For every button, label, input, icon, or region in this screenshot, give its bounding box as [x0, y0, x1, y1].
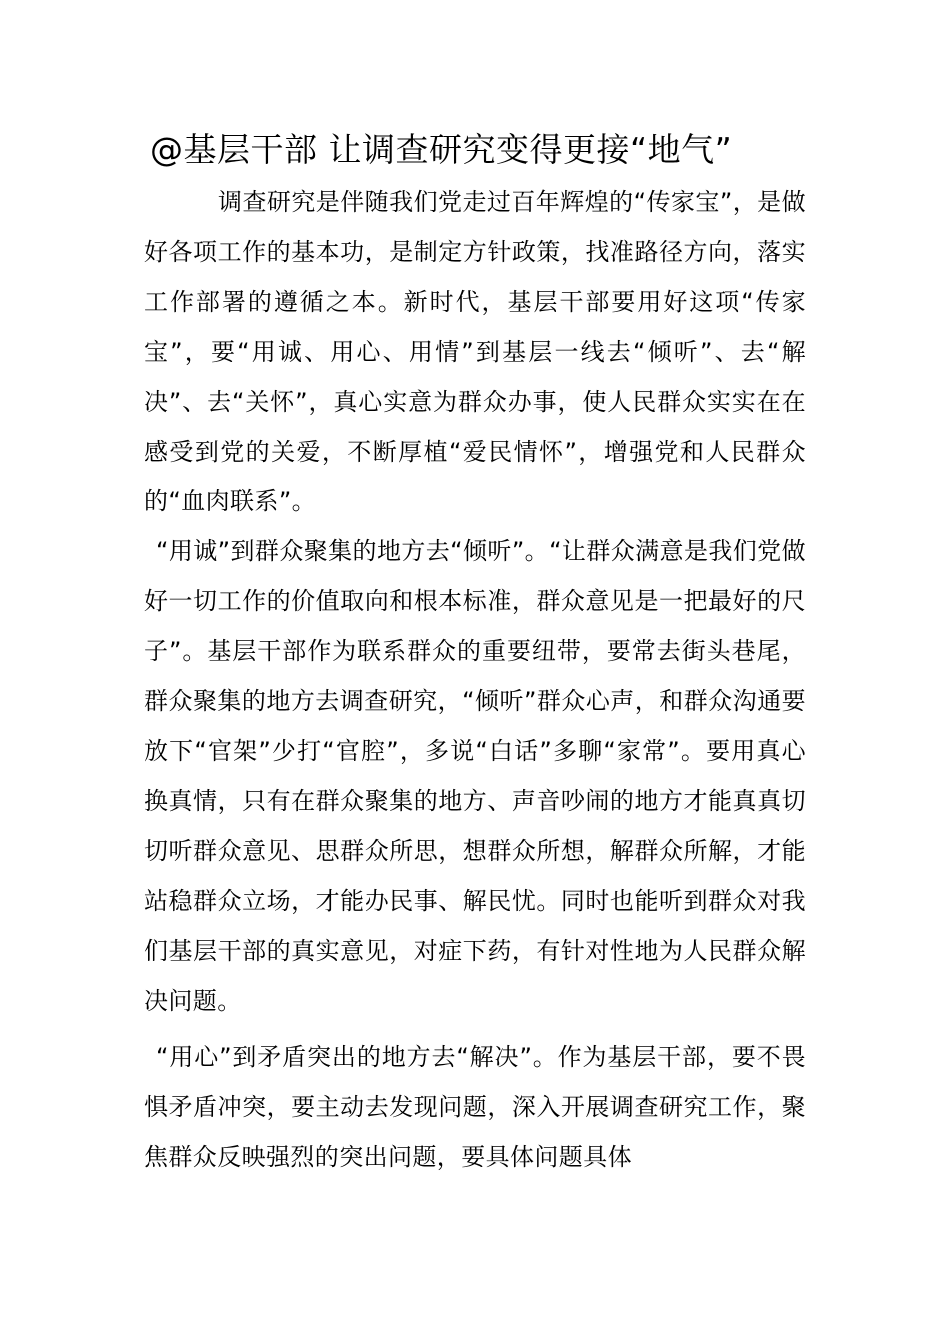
document-title: @基层干部 让调查研究变得更接“地气”: [150, 130, 733, 169]
document-body: [144, 178, 806, 1183]
paragraph-intro: 调查研究是伴随我们党走过百年辉煌的“传家宝”，是做好各项工作的基本功，是制定方针政策，找准路径方向，落实工作部署的遵循之本。新时代，基层干部要用好这项“传家宝”，要“用诚、用心、用情”到基层一线去“倾听”、去“解决”、去“关怀”，真心实意为群众办事，使人民群众实实在在感受到党的关爱，不断厚植“爱民情怀”，增强党和人民群众的“血肉联系”。: [144, 188, 806, 516]
paragraph-listening: “用诚”到群众聚集的地方去“倾听”。“让群众满意是我们党做好一切工作的价值取向和根本标准，群众意见是一把最好的尺子”。基层干部作为联系群众的重要纽带，要常去街头巷尾，群众聚集的地方去调查研究，“倾听”群众心声，和群众沟通要放下“官架”少打“官腔”，多说“白话”多聊“家常”。要用真心换真情，只有在群众聚集的地方、声音吵闹的地方才能真真切切听群众意见、思群众所思，想群众所想，解群众所解，才能站稳群众立场，才能办民事、解民忧。同时也能听到群众对我们基层干部的真实意见，对症下药，有针对性地为人民群众解决问题。: [144, 537, 806, 1015]
paragraph-solving: “用心”到矛盾突出的地方去“解决”。作为基层干部，要不畏惧矛盾冲突，要主动去发现问题，深入开展调查研究工作，聚焦群众反映强烈的突出问题，要具体问题具体: [144, 1043, 806, 1172]
